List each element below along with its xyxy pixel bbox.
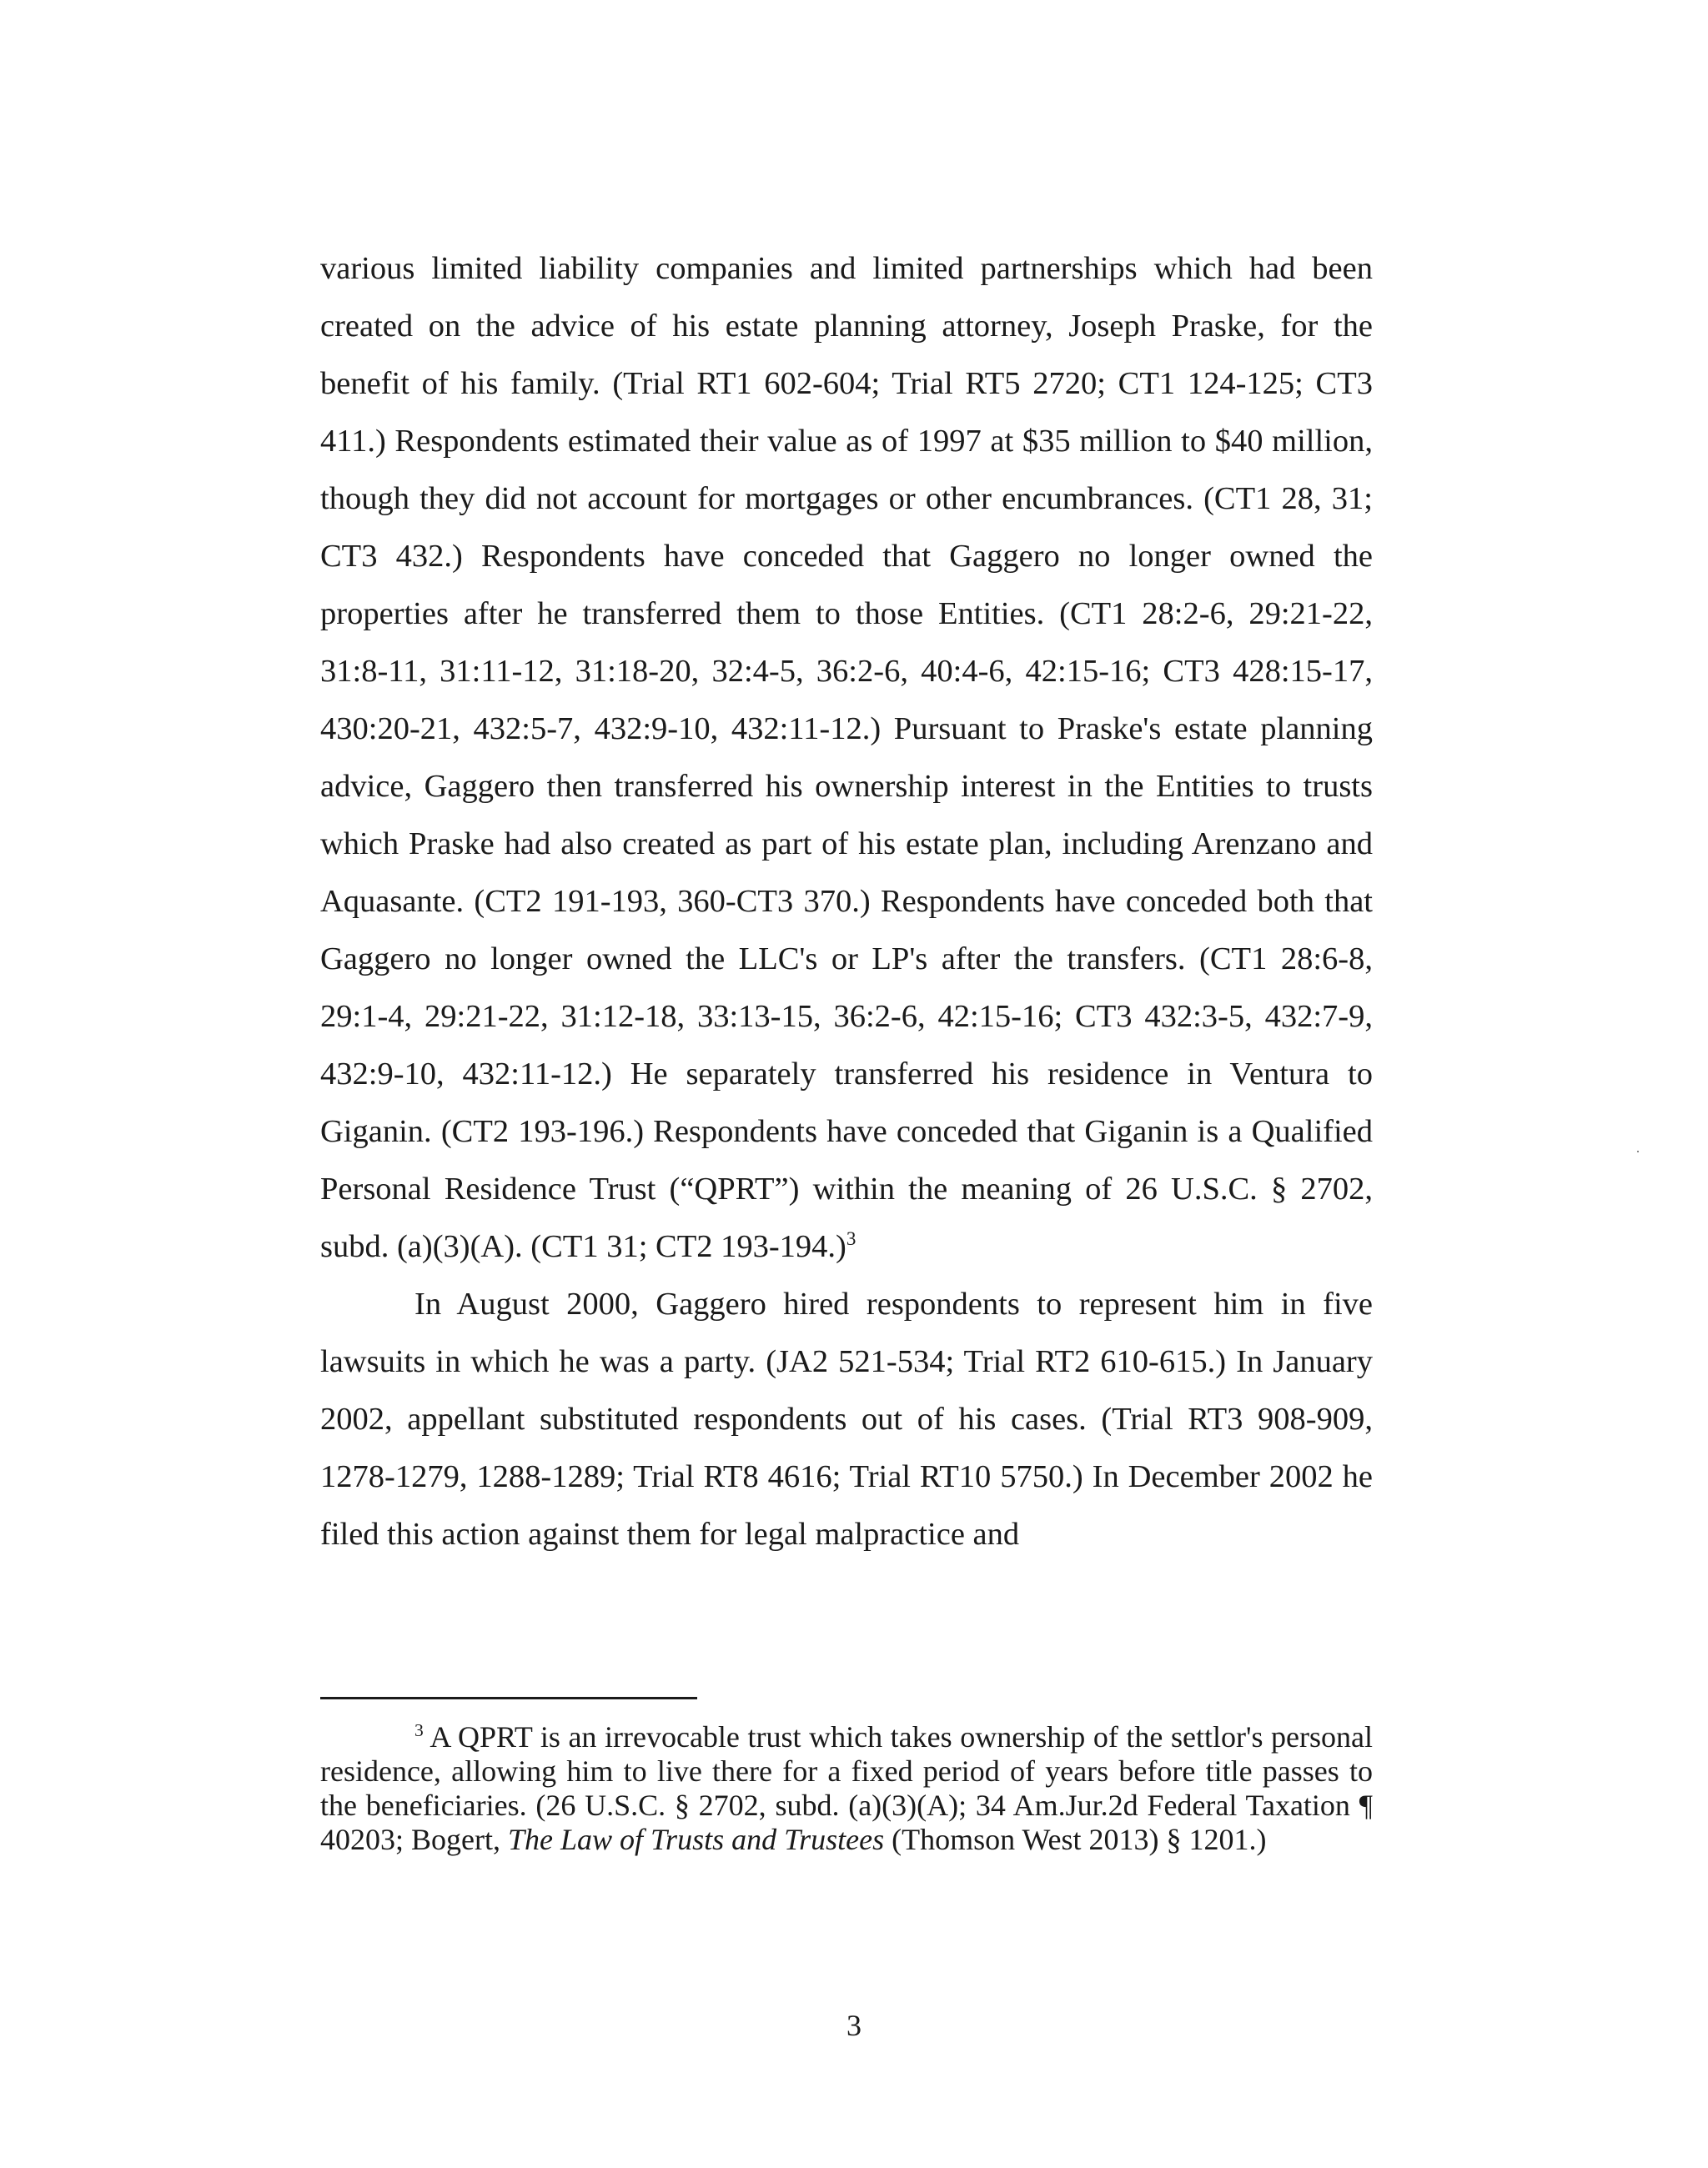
footnote-3 — [320, 1720, 1373, 1857]
body-paragraph-1-text: various limited liability companies and limited partnerships which had been created on the advice of his estate planning attorney, Joseph Praske, for the benefit of his family. (Trial RT1 602-604; Trial RT5 2720; CT1 124-125; CT3 411.) Respondents estimated their value as of 1997 at $35 million to $40 million, though they did not account for mortgages or other encumbrances. (CT1 28, 31; CT3 432.) Respondents have conceded that Gaggero no longer owned the properties after he transferred them to those Entities. (CT1 28:2-6, 29:21-22, 31:8-11, 31:11-12, 31:18-20, 32:4-5, 36:2-6, 40:4-6, 42:15-16; CT3 428:15-17, 430:20-21, 432:5-7, 432:9-10, 432:11-12.) Pursuant to Praske's estate planning advice, Gaggero then transferred his ownership interest in the Entities to trusts which Praske had also created as part of his estate plan, including Arenzano and Aquasante. (CT2 191-193, 360-CT3 370.) Respondents have conceded both that Gaggero no longer owned the LLC's or LP's after the transfers. (CT1 28:6-8, 29:1-4, 29:21-22, 31:12-18, 33:13-15, 36:2-6, 42:15-16; CT3 432:3-5, 432:7-9, 432:9-10, 432:11-12.) He separately transferred his residence in Ventura to Giganin. (CT2 193-196.) Respondents have conceded that Giganin is a Qualified Personal Residence Trust (“QPRT”) within the meaning of 26 U.S.C. § 2702, subd. (a)(3)(A). (CT1 31; CT2 193-194.) — [320, 251, 1373, 1264]
footnote-reference-3: 3 — [846, 1227, 857, 1250]
body-text — [320, 240, 1373, 1563]
body-paragraph-1 — [320, 240, 1373, 1276]
footnote-text-end: (Thomson West 2013) § 1201.) — [892, 1823, 1267, 1856]
footnote-separator — [320, 1697, 697, 1699]
page-number: 3 — [846, 2009, 862, 2042]
footnote-text: A QPRT is an irrevocable trust which takes ownership of the settlor's personal residence, allowing him to live there for a fixed period of years before title passes to the beneficiaries. (26 U.S.C. § 2702, subd. (a)(3)(A); 34 Am.Jur.2d Federal Taxation ¶ 40203; Bogert, — [320, 1720, 1374, 1856]
scan-speck — [1637, 1151, 1639, 1152]
footnote-marker: 3 — [414, 1720, 424, 1740]
footnote-book-title: The Law of Trusts and Trustees — [507, 1823, 885, 1856]
body-paragraph-2: In August 2000, Gaggero hired respondents to represent him in five lawsuits in which he was a party. (JA2 521-534; Trial RT2 610-615.) In January 2002, appellant substituted respondents out of his cases. (Trial RT3 908-909, 1278-1279, 1288-1289; Trial RT8 4616; Trial RT10 5750.) In December 2002 he filed this action against them for legal malpractice and — [320, 1287, 1373, 1552]
